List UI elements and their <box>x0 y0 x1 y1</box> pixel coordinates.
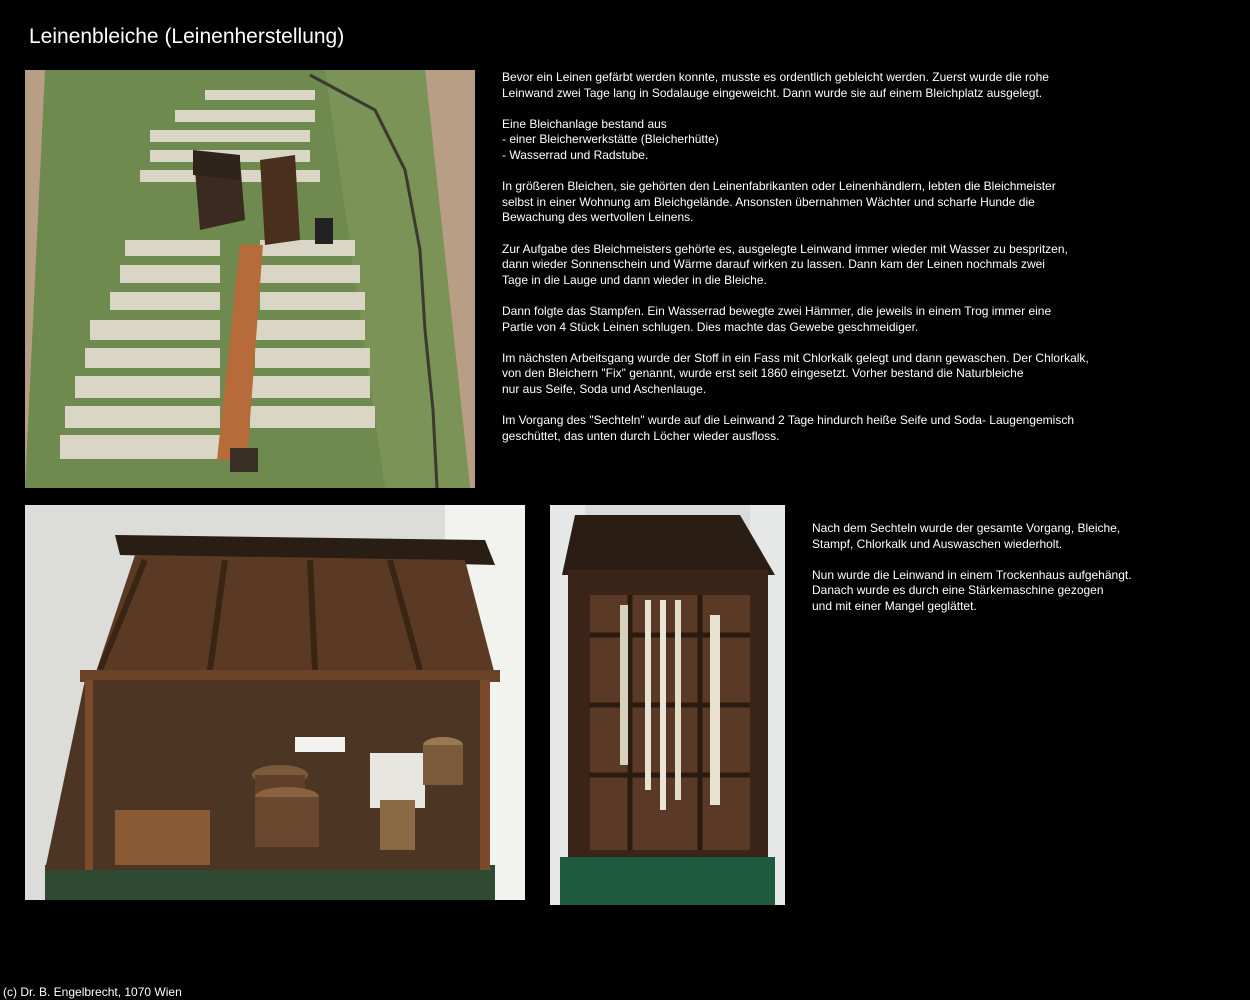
main-description <box>502 70 1122 460</box>
copyright-footer: (c) Dr. B. Engelbrecht, 1070 Wien <box>3 985 182 999</box>
bleacher-workshop-model-photo <box>25 505 525 900</box>
paragraph: Dann folgte das Stampfen. Ein Wasserrad bewegte zwei Hämmer, die jeweils in einem Trog immer eine Partie von 4 Stück Leinen schlugen. Dies machte das Gewebe geschmeidiger. <box>502 303 1052 334</box>
paragraph: Nun wurde die Leinwand in einem Trockenhaus aufgehängt. Danach wurde es durch eine Stärkemaschine gezogen und mit einer Mangel geglättet. <box>812 567 1132 613</box>
paragraph: Bevor ein Leinen gefärbt werden konnte, musste es ordentlich gebleicht werden. Zuerst wurde die rohe Leinwand zwei Tage lang in Sodalauge eingeweicht. Dann wurde sie auf einem Bleichplatz ausgelegt. <box>502 70 1049 100</box>
bleaching-field-model-photo <box>25 70 475 488</box>
paragraph: Nach dem Sechteln wurde der gesamte Vorgang, Bleiche, Stampf, Chlorkalk und Auswaschen wiederholt. <box>812 521 1121 551</box>
paragraph: Eine Bleichanlage bestand aus - einer Bleicherwerkstätte (Bleicherhütte) - Wasserrad und Radstube. <box>502 116 719 162</box>
paragraph: Im Vorgang des "Sechteln" wurde auf die Leinwand 2 Tage hindurch heiße Seife und Soda- Laugengemisch geschüttet, das unten durch Löcher wieder ausfloss. <box>502 413 1075 443</box>
drying-house-model-photo <box>550 505 785 905</box>
side-description <box>812 521 1232 630</box>
paragraph: Im nächsten Arbeitsgang wurde der Stoff in ein Fass mit Chlorkalk gelegt und dann gewaschen. Der Chlorkalk, von den Bleichern "Fix" genannt, wurde erst seit 1860 eingesetzt. Vorher bestand die Naturbleiche nur aus Seife, Soda und Aschenlauge. <box>502 350 1089 396</box>
paragraph: Zur Aufgabe des Bleichmeisters gehörte es, ausgelegte Leinwand immer wieder mit Wasser zu bespritzen, dann wieder Sonnenschein und Wärme darauf wirken zu lassen. Dann kam der Leinen nochmals zwei Tage in die Lauge und dann wieder in die Bleiche. <box>502 241 1068 287</box>
paragraph: In größeren Bleichen, sie gehörten den Leinenfabrikanten oder Leinenhändlern, lebten die Bleichmeister selbst in einer Wohnung am Bleichgelände. Ansonsten übernahmen Wächter und scharfe Hunde die Bewachung des wertvollen Leinens. <box>502 179 1056 225</box>
page-title: Leinenbleiche (Leinenherstellung) <box>29 25 345 48</box>
